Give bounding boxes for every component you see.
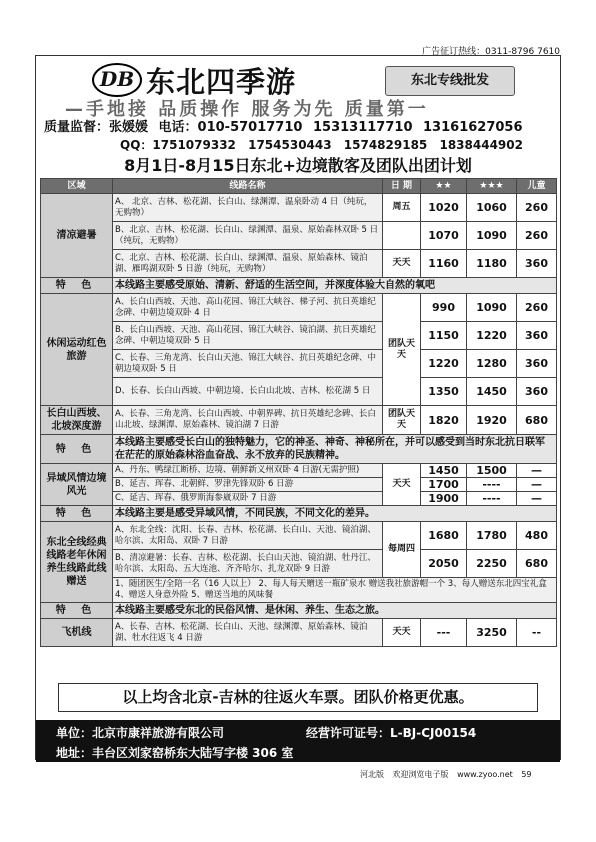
price-child: 360 — [517, 250, 557, 278]
brand-title: 东北四季游 — [146, 65, 297, 99]
license-number: 经营许可证号：L-BJ-CJ00154 — [306, 726, 477, 740]
price-two-star: 1700 — [421, 478, 467, 492]
table-row — [41, 619, 557, 647]
route-text: C、北京、吉林、松花湖、长白山、绿渊潭、温泉、原始森林、镜泊湖、雁鸣湖双卧 5 日游（纯玩，无购物） — [113, 250, 383, 278]
table-row — [41, 294, 557, 322]
price-three-star: 1500 — [467, 464, 517, 478]
table-row — [41, 350, 557, 378]
price-two-star: 1020 — [421, 194, 467, 222]
route-text: B、延吉、珲春、北朝鲜、罗津先锋双卧 6 日游 — [113, 478, 383, 492]
schedule: 每周四 — [383, 522, 421, 578]
feature-row — [41, 278, 557, 294]
slogan: —手地接 品质操作 服务为先 质量第一 — [65, 99, 429, 120]
price-child: — — [517, 464, 557, 478]
price-three-star: 1220 — [467, 322, 517, 350]
header-child: 儿童 — [517, 179, 557, 194]
table-row — [41, 522, 557, 550]
schedule: 天天 — [383, 250, 421, 278]
feature-label: 特 色 — [41, 506, 113, 522]
feature-label: 特 色 — [41, 603, 113, 619]
price-two-star: 1350 — [421, 378, 467, 406]
edition-slogan: 欢迎浏览电子版 — [392, 770, 449, 779]
feature-label: 特 色 — [41, 435, 113, 464]
phone: 电话：010-57017710 — [158, 120, 303, 135]
route-text: A、东北全线：沈阳、长春、吉林、松花湖、长白山、天池、镜泊湖、哈尔滨、太阳岛、双卧 7 日游 — [113, 522, 383, 550]
route-text: A、 北京、吉林、松花湖、长白山、绿渊潭、温泉卧动 4 日（纯玩，无购物） — [113, 194, 383, 222]
price-child: 360 — [517, 350, 557, 378]
feature-label: 特 色 — [41, 278, 113, 294]
price-child: -- — [517, 619, 557, 647]
price-two-star: 1900 — [421, 492, 467, 506]
qq-1: QQ：1751079332 — [120, 138, 236, 152]
page-footer — [360, 769, 538, 780]
feature-text: 本线路主要感受东北的民俗风情、是休闲、养生、生态之旅。 — [113, 603, 557, 619]
price-child: 680 — [517, 550, 557, 578]
price-child: 480 — [517, 522, 557, 550]
header-three-star: ★★★ — [467, 179, 517, 194]
company-name: 单位：北京市康祥旅游有限公司 — [56, 726, 225, 740]
region-flight: 飞机线 — [41, 619, 113, 647]
price-two-star: 1070 — [421, 222, 467, 250]
route-text: B、长白山西坡、天池、高山花园、锦江大峡谷、镜泊湖、抗日英雄纪念碑、中朝边境双卧 5 日 — [113, 322, 383, 350]
edition: 河北版 — [360, 770, 384, 779]
page-number: 59 — [521, 770, 532, 779]
price-three-star: 1060 — [467, 194, 517, 222]
price-two-star: 1150 — [421, 322, 467, 350]
price-child: 260 — [517, 294, 557, 322]
price-three-star: 1180 — [467, 250, 517, 278]
price-two-star: --- — [421, 619, 467, 647]
ad-hotline: 广告征订热线：0311-8796 7610 — [422, 47, 560, 57]
table-row — [41, 406, 557, 435]
wholesale-badge: 东北专线批发 — [385, 66, 515, 96]
qq-2: 1754530443 — [248, 138, 332, 152]
gift-list: 1、随团医生/全陪一名（16 人以上） 2、每人每天赠送一瓶矿泉水 赠送我社旅游帽一个 3、每人赠送东北四宝礼盒 4、赠送人身意外险 5、赠送当地的风味餐 — [113, 578, 557, 603]
region-leisure: 休闲运动红色旅游 — [41, 294, 113, 406]
table-header — [41, 179, 557, 194]
gift-row — [41, 578, 557, 603]
header-region: 区域 — [41, 179, 113, 194]
feature-row — [41, 506, 557, 522]
header-route: 线路名称 — [113, 179, 383, 194]
plan-title: 8月1日-8月15日东北+边境散客及团队出团计划 — [124, 156, 472, 175]
price-three-star: 2250 — [467, 550, 517, 578]
schedule: 团队天天 — [383, 294, 421, 406]
table-row — [41, 492, 557, 506]
mobile-1: 1574829185 — [343, 138, 428, 152]
region-border: 异域风情边境风光 — [41, 464, 113, 506]
route-text: B、北京、吉林、松花湖、长白山、绿渊潭、温泉、原始森林双卧 5 日（纯玩，无购物） — [113, 222, 383, 250]
schedule: 周五 — [383, 194, 421, 222]
feature-text: 本线路主要感受原始、清新、舒适的生活空间，并深度体验大自然的氧吧 — [113, 278, 557, 294]
price-three-star: 1090 — [467, 222, 517, 250]
contact-line — [44, 116, 529, 135]
site-link[interactable]: www.zyoo.net — [457, 770, 513, 779]
schedule: 天天 — [383, 619, 421, 647]
price-two-star: 1220 — [421, 350, 467, 378]
price-child: — — [517, 492, 557, 506]
brand-logo: DB — [92, 63, 142, 97]
price-three-star: ---- — [467, 492, 517, 506]
region-changbai: 长白山西坡、北坡深度游 — [41, 406, 113, 435]
price-child: 260 — [517, 222, 557, 250]
region-summer: 清凉避暑 — [41, 194, 113, 278]
route-text: D、长春、长白山西坡、中朝边境、长白山北坡、吉林、松花湖 5 日 — [113, 378, 383, 406]
price-three-star: 3250 — [467, 619, 517, 647]
schedule — [383, 222, 421, 250]
table-row — [41, 222, 557, 250]
table-row — [41, 550, 557, 578]
schedule: 团队天天 — [383, 406, 421, 435]
price-child: 360 — [517, 322, 557, 350]
price-two-star: 1680 — [421, 522, 467, 550]
price-child: 260 — [517, 194, 557, 222]
table-row — [41, 194, 557, 222]
route-text: A、长白山西坡、天池、高山花园、锦江大峡谷、梯子河、抗日英雄纪念碑、中朝边境双卧 4 日 — [113, 294, 383, 322]
price-two-star: 1450 — [421, 464, 467, 478]
price-child: 680 — [517, 406, 557, 435]
price-three-star: 1090 — [467, 294, 517, 322]
price-two-star: 990 — [421, 294, 467, 322]
supervisor: 质量监督：张媛媛 — [44, 120, 149, 135]
header-two-star: ★★ — [421, 179, 467, 194]
table-row — [41, 322, 557, 350]
company-address: 地址：丰台区刘家窑桥东大陆写字楼 306 室 — [56, 746, 294, 760]
price-child: — — [517, 478, 557, 492]
phone-3: 13161627056 — [423, 120, 523, 135]
price-three-star: ---- — [467, 478, 517, 492]
qq-line — [120, 136, 531, 153]
price-two-star: 1820 — [421, 406, 467, 435]
route-text: A、丹东、鸭绿江断桥、边境、朝鲜新义州双卧 4 日游(无需护照) — [113, 464, 383, 478]
price-two-star: 2050 — [421, 550, 467, 578]
route-text: A、长春、三角龙湾、长白山西坡、中朝界碑、抗日英雄纪念碑、长白山北坡、绿渊潭、原始森林、镜泊湖 7 日游 — [113, 406, 383, 435]
mobile-2: 1838444902 — [439, 138, 523, 152]
feature-text: 本线路主要感受长白山的独特魅力，它的神圣、神奇、神秘所在，并可以感受到当时东北抗日联军在茫茫的原始森林浴血奋战、永不放弃的民族精神。 — [113, 435, 557, 464]
price-three-star: 1280 — [467, 350, 517, 378]
feature-row — [41, 603, 557, 619]
route-text: A、长春、吉林、松花湖、长白山、天池、绿渊潭、原始森林、镜泊湖、牡水往返飞 4 日游 — [113, 619, 383, 647]
table-row — [41, 464, 557, 478]
route-text: C、延吉、珲春、俄罗斯海参崴双卧 7 日游 — [113, 492, 383, 506]
phone-2: 15313117710 — [312, 120, 413, 135]
route-text: C、长春、三角龙湾、长白山天池、锦江大峡谷、抗日英雄纪念碑、中朝边境双卧 5 日 — [113, 350, 383, 378]
table-row — [41, 250, 557, 278]
table-row — [41, 378, 557, 406]
route-text: B、清凉避暑：长春、吉林、松花湖、长白山天池、镜泊湖、牡丹江、哈尔滨、太阳岛、五大连池、齐齐哈尔、扎龙双卧 9 日游 — [113, 550, 383, 578]
schedule: 天天 — [383, 464, 421, 506]
price-three-star: 1920 — [467, 406, 517, 435]
tour-schedule-table — [40, 178, 557, 647]
footer-note: 以上均含北京-吉林的往返火车票。团队价格更优惠。 — [58, 683, 538, 712]
price-three-star: 1780 — [467, 522, 517, 550]
company-banner — [36, 720, 560, 762]
price-three-star: 1450 — [467, 378, 517, 406]
feature-text: 本线路主要是感受异域风情，不同民族，不同文化的差异。 — [113, 506, 557, 522]
region-classic: 东北全线经典线路老年休闲养生线路此线赠送 — [41, 522, 113, 603]
price-child: 360 — [517, 378, 557, 406]
price-two-star: 1160 — [421, 250, 467, 278]
feature-row — [41, 435, 557, 464]
table-row — [41, 478, 557, 492]
header-date: 日 期 — [383, 179, 421, 194]
